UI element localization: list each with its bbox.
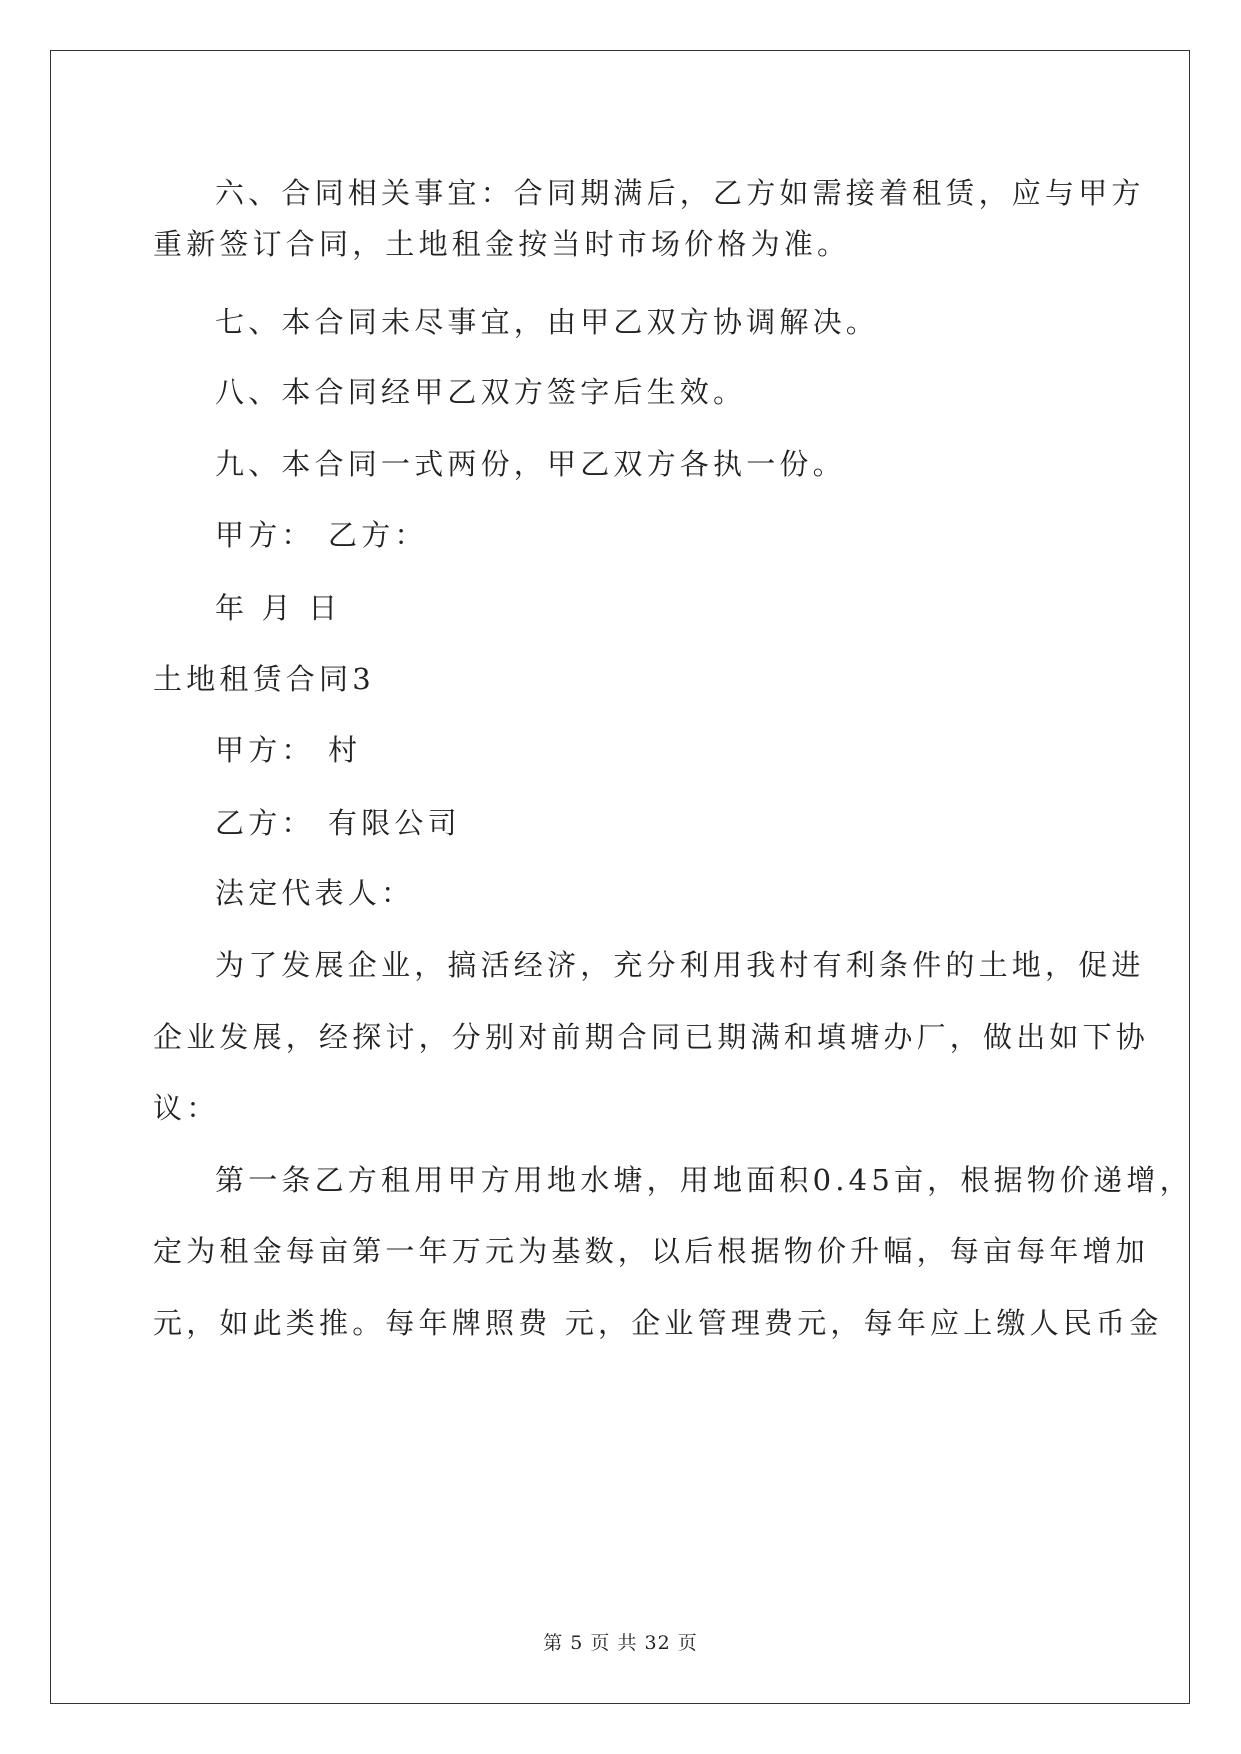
- signature-date: 年 月 日: [215, 591, 342, 625]
- clause-8: 八、本合同经甲乙双方签字后生效。: [215, 375, 747, 409]
- preamble-line-2: 企业发展，经探讨，分别对前期合同已期满和填塘办厂，做出如下协: [153, 1020, 1150, 1054]
- article-1-line-1: 第一条乙方租用甲方用地水塘，用地面积0.45亩，根据物价递增，: [215, 1163, 1193, 1197]
- legal-representative: 法定代表人：: [215, 876, 415, 910]
- signature-parties: 甲方： 乙方：: [215, 518, 428, 552]
- party-b: 乙方： 有限公司: [215, 806, 461, 840]
- party-a: 甲方： 村: [215, 733, 362, 767]
- preamble-line-3: 议：: [153, 1091, 220, 1125]
- page-number-footer: 第 5 页 共 32 页: [543, 1632, 698, 1654]
- contract-3-title: 土地租赁合同3: [153, 662, 375, 696]
- clause-6-line-1: 六、合同相关事宜：合同期满后，乙方如需接着租赁，应与甲方: [215, 176, 1145, 210]
- clause-6-line-2: 重新签订合同，土地租金按当时市场价格为准。: [153, 227, 851, 261]
- article-1-line-3: 元，如此类推。每年牌照费 元，企业管理费元，每年应上缴人民币金: [153, 1306, 1163, 1340]
- preamble-line-1: 为了发展企业，搞活经济，充分利用我村有利条件的土地，促进: [215, 948, 1145, 982]
- clause-7: 七、本合同未尽事宜，由甲乙双方协调解决。: [215, 305, 880, 339]
- article-1-line-2: 定为租金每亩第一年万元为基数，以后根据物价升幅，每亩每年增加: [153, 1234, 1150, 1268]
- clause-9: 九、本合同一式两份，甲乙双方各执一份。: [215, 447, 846, 481]
